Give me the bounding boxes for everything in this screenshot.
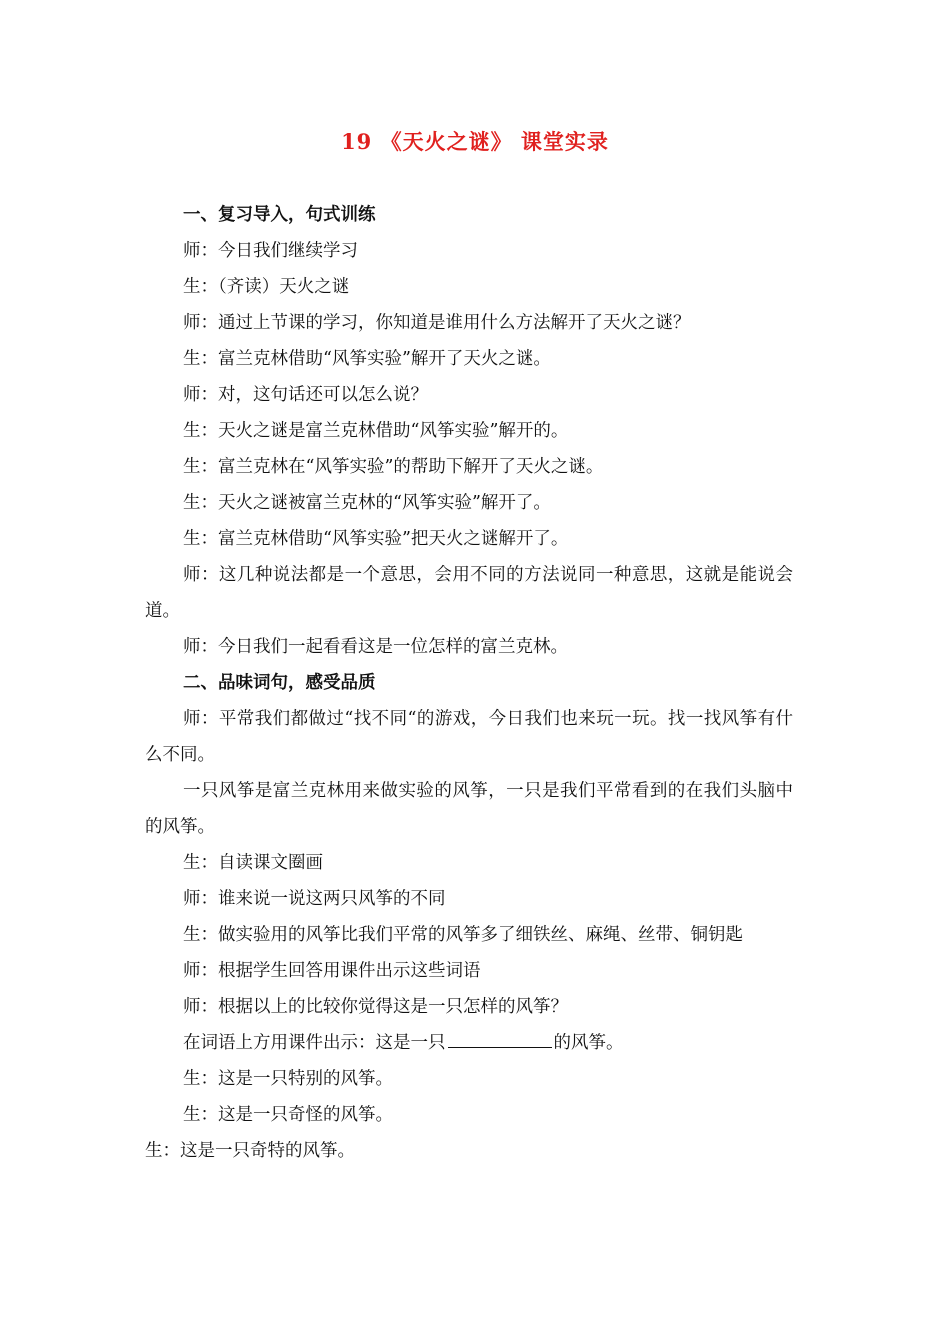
narration-paragraph: 一只风筝是富兰克林用来做实验的风筝，一只是我们平常看到的在我们头脑中的风筝。 bbox=[145, 781, 793, 837]
dialogue-line: 师：对，这句话还可以怎么说？ bbox=[183, 385, 428, 405]
dialogue-line: 师：通过上节课的学习，你知道是谁用什么方法解开了天火之谜？ bbox=[183, 313, 691, 333]
dialogue-line: 生：天火之谜被富兰克林的“风筝实验”解开了。 bbox=[183, 493, 551, 513]
dialogue-line: 生：这是一只奇特的风筝。 bbox=[145, 1141, 355, 1161]
section-heading-1: 一、复习导入，句式训练 bbox=[183, 205, 376, 225]
dialogue-line: 师：根据以上的比较你觉得这是一只怎样的风筝？ bbox=[183, 997, 568, 1017]
dialogue-line: 生：自读课文圈画 bbox=[183, 853, 323, 873]
dialogue-line: 生：这是一只奇怪的风筝。 bbox=[183, 1105, 393, 1125]
dialogue-line: 生：富兰克林在“风筝实验”的帮助下解开了天火之谜。 bbox=[183, 457, 604, 477]
dialogue-paragraph: 生：做实验用的风筝比我们平常的风筝多了细铁丝、麻绳、丝带、铜钥匙 bbox=[183, 925, 743, 945]
dialogue-paragraph: 师：这几种说法都是一个意思，会用不同的方法说同一种意思，这就是能说会道。 bbox=[145, 565, 793, 621]
document-body bbox=[145, 197, 793, 1169]
dialogue-line: 生：天火之谜是富兰克林借助“风筝实验”解开的。 bbox=[183, 421, 569, 441]
fill-in-blank-suffix: 的风筝。 bbox=[553, 1033, 624, 1053]
dialogue-line: 师：根据学生回答用课件出示这些词语 bbox=[183, 961, 481, 981]
fill-in-blank-line bbox=[145, 1025, 793, 1061]
dialogue-line: 生：这是一只特别的风筝。 bbox=[183, 1069, 393, 1089]
dialogue-line: 生：（齐读）天火之谜 bbox=[183, 277, 350, 297]
fill-in-blank bbox=[448, 1031, 552, 1048]
fill-in-blank-prefix: 在词语上方用课件出示：这是一只 bbox=[183, 1033, 446, 1053]
dialogue-line: 师：谁来说一说这两只风筝的不同 bbox=[183, 889, 446, 909]
dialogue-line: 师：今日我们一起看看这是一位怎样的富兰克林。 bbox=[183, 637, 568, 657]
dialogue-paragraph: 师：平常我们都做过“找不同“的游戏，今日我们也来玩一玩。找一找风筝有什么不同。 bbox=[145, 709, 793, 765]
document-title: 19 《天火之谜》 课堂实录 bbox=[341, 129, 609, 154]
dialogue-line: 生：富兰克林借助“风筝实验”解开了天火之谜。 bbox=[183, 349, 551, 369]
section-heading-2: 二、品味词句，感受品质 bbox=[183, 673, 376, 693]
dialogue-line: 师：今日我们继续学习 bbox=[183, 241, 358, 261]
dialogue-line: 生：富兰克林借助“风筝实验”把天火之谜解开了。 bbox=[183, 529, 569, 549]
